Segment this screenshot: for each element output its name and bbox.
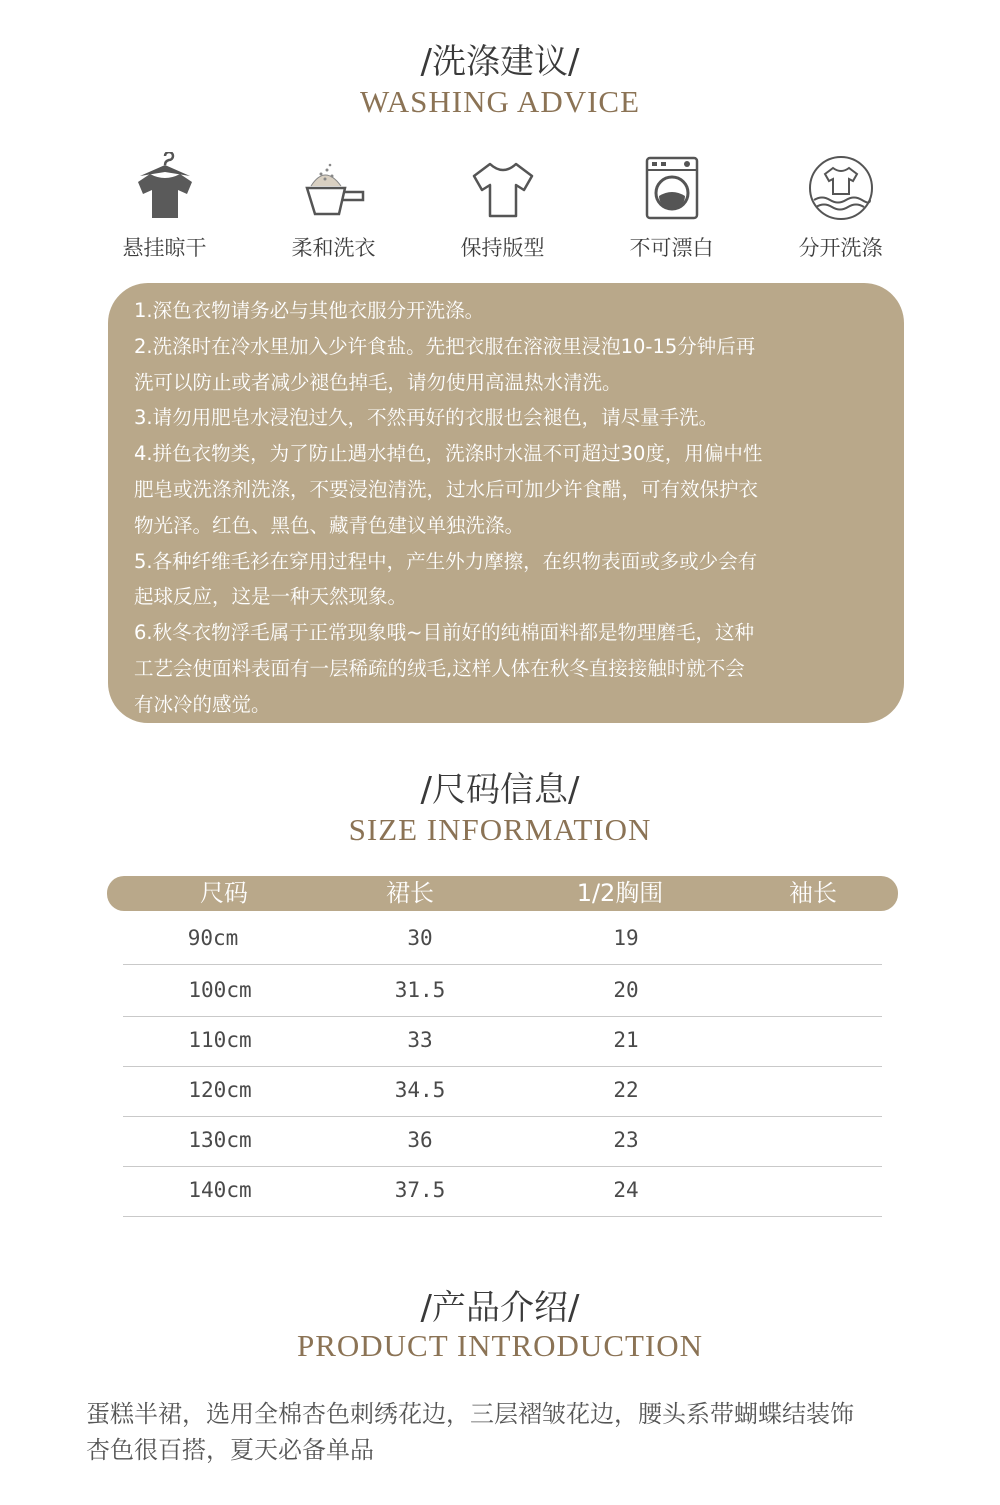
- washing-machine-icon: [637, 152, 707, 224]
- advice-line: 2.洗涤时在冷水里加入少许食盐。先把衣服在溶液里浸泡10-15分钟后再: [134, 334, 756, 358]
- column-header-half-chest: 1/2胸围: [576, 879, 664, 907]
- column-header-sleeve: 袖长: [789, 879, 837, 907]
- shirt-outline-icon: [468, 152, 538, 224]
- care-item-no-bleach: [587, 152, 756, 267]
- care-item-separate: [756, 152, 925, 267]
- hanging-shirt-icon: [130, 152, 200, 224]
- table-row: [123, 1116, 882, 1167]
- advice-line: 3.请勿用肥皂水浸泡过久，不然再好的衣服也会褪色，请尽量手洗。: [134, 406, 719, 430]
- table-row: [123, 1166, 882, 1217]
- cell-half-chest: 22: [613, 1078, 639, 1102]
- cell-size: 140cm: [188, 1178, 252, 1202]
- advice-line: 5.各种纤维毛衫在穿用过程中，产生外力摩擦，在织物表面或多或少会有: [134, 549, 758, 573]
- cell-size: 90cm: [187, 926, 239, 950]
- size-title-en: SIZE INFORMATION: [348, 812, 652, 847]
- care-label: 悬挂晾干: [122, 236, 207, 260]
- cell-half-chest: 20: [613, 978, 639, 1002]
- size-table-header: [107, 876, 898, 911]
- cell-size: 130cm: [188, 1128, 252, 1152]
- advice-line: 4.拼色衣物类，为了防止遇水掉色，洗涤时水温不可超过30度，用偏中性: [134, 442, 763, 466]
- care-icons-row: [80, 152, 925, 267]
- cell-half-chest: 21: [613, 1028, 639, 1052]
- washing-advice-box: [108, 283, 904, 723]
- advice-line: 物光泽。红色、黑色、藏青色建议单独洗涤。: [134, 513, 525, 537]
- cell-size: 120cm: [188, 1078, 252, 1102]
- advice-line: 肥皂或洗涤剂洗涤，不要浸泡清洗，过水后可加少许食醋，可有效保护衣: [134, 477, 759, 501]
- care-label: 不可漂白: [629, 236, 714, 260]
- table-row: [123, 914, 882, 965]
- table-row: [123, 1066, 882, 1117]
- advice-line: 洗可以防止或者减少褪色掉毛，请勿使用高温热水清洗。: [134, 370, 622, 394]
- product-description-line: 蛋糕半裙，选用全棉杏色刺绣花边，三层褶皱花边，腰头系带蝴蝶结装饰: [86, 1400, 854, 1428]
- advice-line: 工艺会使面料表面有一层稀疏的绒毛,这样人体在秋冬直接接触时就不会: [134, 656, 745, 680]
- cell-half-chest: 19: [613, 926, 639, 950]
- washing-title-en: WASHING ADVICE: [359, 84, 641, 119]
- cell-skirt-length: 31.5: [394, 978, 446, 1002]
- size-title-cn: /尺码信息/: [420, 770, 580, 810]
- cell-size: 110cm: [188, 1028, 252, 1052]
- cell-skirt-length: 34.5: [394, 1078, 446, 1102]
- cell-half-chest: 24: [613, 1178, 639, 1202]
- column-header-skirt-length: 裙长: [386, 879, 434, 907]
- separate-wash-icon: [806, 152, 876, 224]
- cell-skirt-length: 36: [407, 1128, 433, 1152]
- cell-skirt-length: 37.5: [394, 1178, 446, 1202]
- care-item-gentle: [249, 152, 418, 267]
- cell-half-chest: 23: [613, 1128, 639, 1152]
- product-description-line: 杏色很百搭，夏天必备单品: [86, 1436, 374, 1464]
- advice-line: 6.秋冬衣物浮毛属于正常现象哦~目前好的纯棉面料都是物理磨毛，这种: [134, 621, 754, 645]
- advice-line: 有冰冷的感觉。: [134, 692, 271, 716]
- cell-skirt-length: 30: [407, 926, 433, 950]
- product-description: [86, 1396, 986, 1468]
- care-label: 分开洗涤: [798, 236, 883, 260]
- advice-line: 起球反应，这是一种天然现象。: [134, 585, 408, 609]
- care-label: 保持版型: [460, 236, 545, 260]
- advice-line: 1.深色衣物请务必与其他衣服分开洗涤。: [134, 299, 485, 322]
- cell-size: 100cm: [188, 978, 252, 1002]
- care-item-shape: [418, 152, 587, 267]
- care-item-hanging: [80, 152, 249, 267]
- column-header-size: 尺码: [200, 879, 248, 907]
- washing-title-cn: /洗涤建议/: [420, 42, 580, 82]
- care-label: 柔和洗衣: [291, 236, 376, 260]
- table-row: [123, 966, 882, 1017]
- product-title-en: PRODUCT INTRODUCTION: [296, 1328, 704, 1363]
- table-row: [123, 1016, 882, 1067]
- product-title-cn: /产品介绍/: [420, 1288, 580, 1328]
- detergent-scoop-icon: [299, 152, 369, 224]
- cell-skirt-length: 33: [407, 1028, 433, 1052]
